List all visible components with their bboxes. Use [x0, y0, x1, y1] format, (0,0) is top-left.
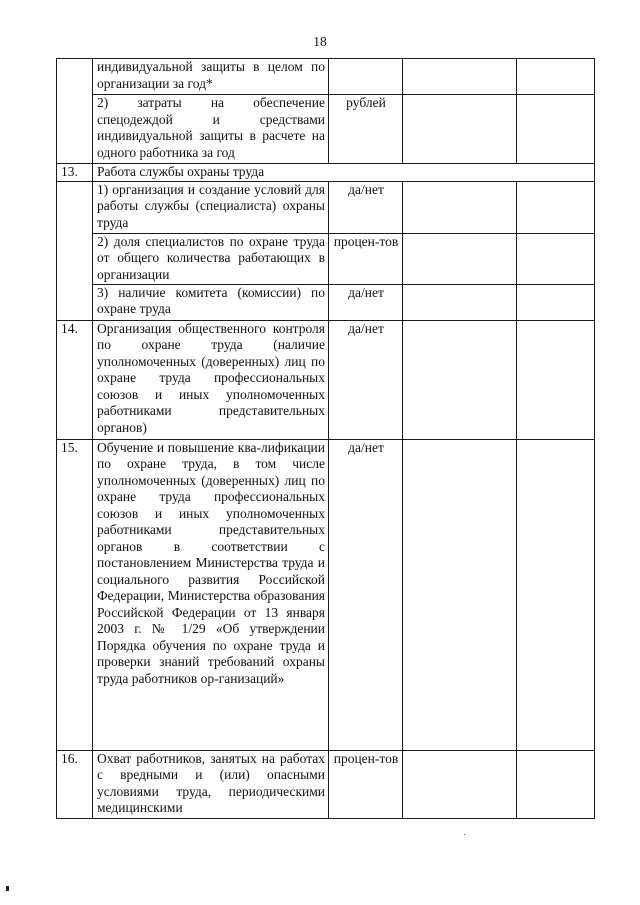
table-row	[57, 439, 595, 750]
table-row	[57, 95, 595, 164]
table-row	[57, 59, 595, 95]
table-row	[57, 320, 595, 439]
unit-cell	[329, 59, 403, 95]
value-cell	[517, 320, 595, 439]
value-cell	[403, 439, 517, 750]
indicator-cell: 1) организация и создание условий для работы службы (специалиста) охраны труда	[93, 181, 329, 233]
value-cell	[403, 95, 517, 164]
indicator-cell: Охват работников, занятых на работах с вредными и (или) опасными условиями труда, периодическими медицинскими	[93, 750, 329, 818]
value-cell	[403, 59, 517, 95]
row-number: 16.	[57, 750, 93, 818]
value-cell	[517, 750, 595, 818]
value-cell	[517, 439, 595, 750]
scan-artifact	[6, 886, 9, 891]
indicator-cell: Организация общественного контроля по охране труда (наличие уполномоченных (доверенных) лиц по охране труда профессиональных союзов и иных уполномоченных работниками представительных органов)	[93, 320, 329, 439]
row-number-cell	[57, 59, 93, 164]
table-row	[57, 181, 595, 233]
indicator-cell: 3) наличие комитета (комиссии) по охране труда	[93, 284, 329, 320]
table-row	[57, 750, 595, 818]
scan-artifact	[464, 834, 465, 835]
table-row	[57, 284, 595, 320]
unit-cell: процен-тов	[329, 233, 403, 284]
value-cell	[403, 181, 517, 233]
table-row	[57, 164, 595, 182]
unit-cell: да/нет	[329, 320, 403, 439]
unit-cell: да/нет	[329, 181, 403, 233]
value-cell	[403, 233, 517, 284]
unit-cell: да/нет	[329, 284, 403, 320]
row-number: 15.	[57, 439, 93, 750]
value-cell	[517, 181, 595, 233]
indicators-table	[56, 58, 595, 819]
row-number: 13.	[57, 164, 93, 182]
table-row	[57, 233, 595, 284]
unit-cell: да/нет	[329, 439, 403, 750]
row-number: 14.	[57, 320, 93, 439]
indicator-cell: индивидуальной защиты в целом по организации за год*	[93, 59, 329, 95]
value-cell	[517, 95, 595, 164]
indicator-cell: Обучение и повышение ква-лификации по охране труда, в том числе уполномоченных (доверенных) лиц по охране труда профессиональных союзов и иных уполномоченных работниками представительных органов в соответствии с постановлением Министерства труда и социального развития Российской Федерации, Министерства образования Российской Федерации от 13 января 2003 г. № 1/29 «Об утверждении Порядка обучения по охране труда и проверки знаний требований охраны труда работников ор-ганизаций»	[93, 439, 329, 750]
value-cell	[517, 233, 595, 284]
unit-cell: процен-тов	[329, 750, 403, 818]
value-cell	[403, 284, 517, 320]
value-cell	[517, 59, 595, 95]
value-cell	[403, 320, 517, 439]
indicator-cell: 2) затраты на обеспечение спецодеждой и средствами индивидуальной защиты в расчете на одного работника за год	[93, 95, 329, 164]
indicator-cell: 2) доля специалистов по охране труда от общего количества работающих в организации	[93, 233, 329, 284]
row-number-cell	[57, 181, 93, 320]
section-title: Работа службы охраны труда	[93, 164, 595, 182]
value-cell	[403, 750, 517, 818]
unit-cell: рублей	[329, 95, 403, 164]
value-cell	[517, 284, 595, 320]
page-number: 18	[313, 34, 327, 49]
